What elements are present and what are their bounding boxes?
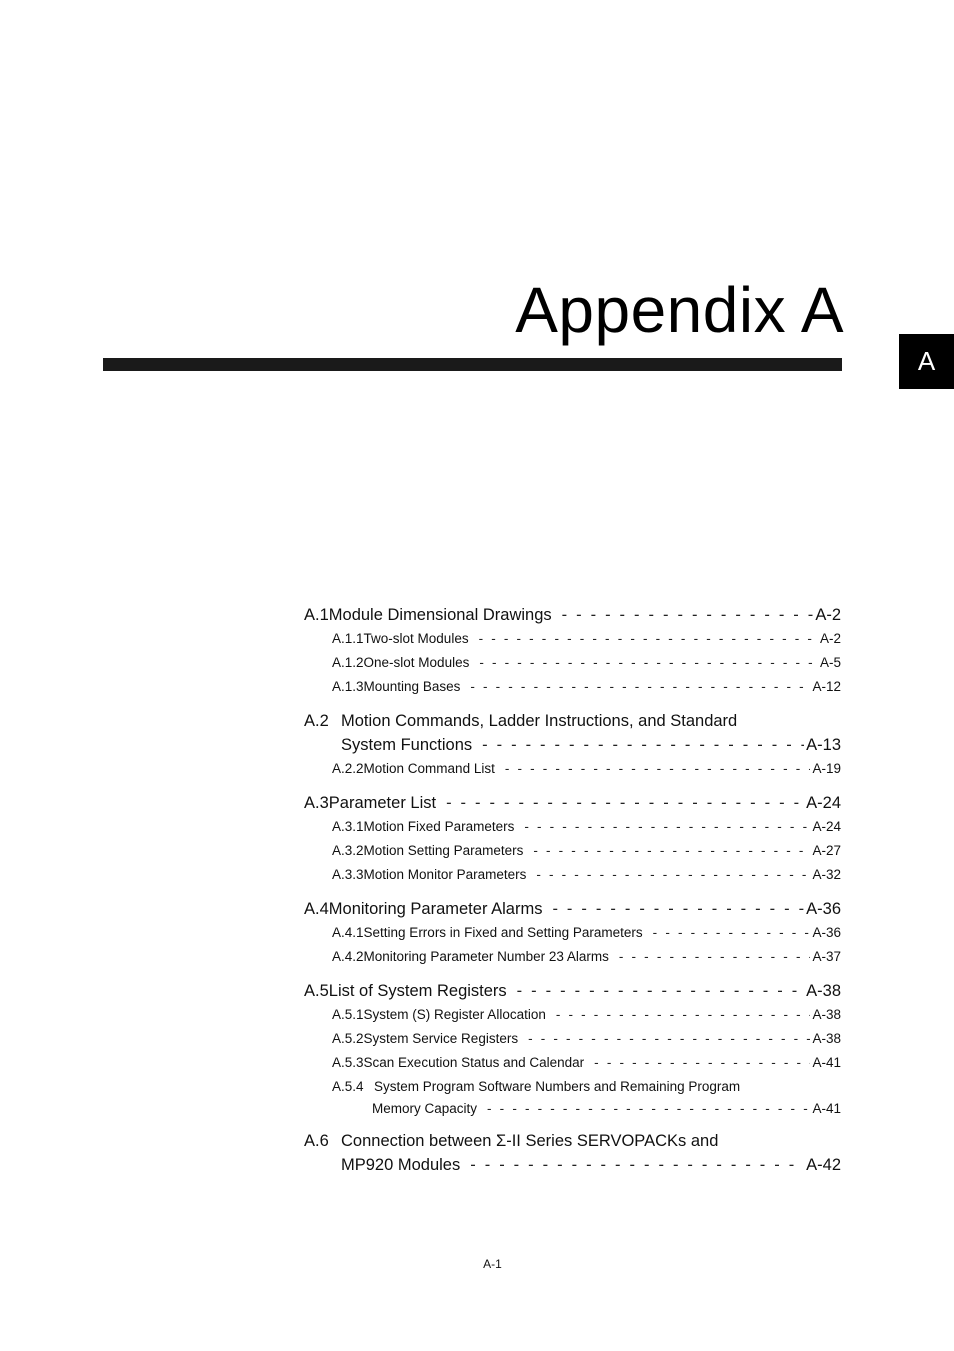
toc-number: A.5.2 <box>332 1031 364 1046</box>
dot-leader <box>562 603 814 627</box>
toc-number: A.1.3 <box>332 679 364 694</box>
toc-title: Module Dimensional Drawings <box>328 606 552 624</box>
toc-title: Monitoring Parameter Alarms <box>328 900 543 918</box>
toc-number: A.1 <box>304 606 329 624</box>
dot-leader <box>536 863 810 887</box>
toc-number: A.4.2 <box>332 949 364 964</box>
dot-leader <box>470 675 810 699</box>
toc-number: A.3.3 <box>332 867 364 882</box>
toc-title: Scan Execution Status and Calendar <box>363 1055 585 1070</box>
toc-page: A-32 <box>812 867 841 882</box>
toc-entry-a1-2[interactable] <box>304 651 841 675</box>
toc-page: A-38 <box>812 1031 841 1046</box>
toc-page: A-13 <box>806 736 841 754</box>
toc-page: A-38 <box>812 1007 841 1022</box>
toc-title-line1: System Program Software Numbers and Remaining Program <box>374 1079 741 1094</box>
toc-number: A.2.2 <box>332 761 364 776</box>
dot-leader <box>479 651 818 675</box>
dot-leader <box>533 839 810 863</box>
toc-page: A-41 <box>812 1101 841 1116</box>
dot-leader <box>505 757 811 781</box>
dot-leader <box>528 1027 810 1051</box>
toc-title-line2: MP920 Modules <box>341 1156 461 1174</box>
toc-page: A-2 <box>819 631 841 646</box>
toc-number: A.5 <box>304 982 329 1000</box>
dot-leader <box>479 627 818 651</box>
toc-title: System Service Registers <box>363 1031 519 1046</box>
toc-title-line2: System Functions <box>341 736 473 754</box>
toc-title-line2: Memory Capacity <box>372 1101 478 1116</box>
toc-entry-a3-3[interactable] <box>304 863 841 887</box>
dot-leader <box>482 733 804 757</box>
toc-entry-a1[interactable] <box>304 603 841 627</box>
toc-title-line1: Connection between Σ-II Series SERVOPACKs and <box>341 1132 719 1150</box>
toc-title: Motion Setting Parameters <box>363 843 524 858</box>
toc-page: A-36 <box>806 900 841 918</box>
toc-page: A-41 <box>812 1055 841 1070</box>
toc-number: A.5.1 <box>332 1007 364 1022</box>
chapter-tab: A <box>899 334 954 389</box>
toc-page: A-5 <box>819 655 841 670</box>
dot-leader <box>517 979 804 1003</box>
toc-number: A.5.3 <box>332 1055 364 1070</box>
toc-entry-a5[interactable] <box>304 979 841 1003</box>
toc-number: A.1.2 <box>332 655 364 670</box>
toc-entry-a5-3[interactable] <box>304 1051 841 1075</box>
toc-entry-a5-4[interactable] <box>304 1075 841 1119</box>
toc-number: A.4.1 <box>332 925 364 940</box>
toc-number: A.2 <box>304 712 329 730</box>
dot-leader <box>594 1051 810 1075</box>
toc-entry-a5-1[interactable] <box>304 1003 841 1027</box>
dot-leader <box>487 1099 810 1119</box>
toc-title: Motion Monitor Parameters <box>363 867 527 882</box>
toc-entry-a1-3[interactable] <box>304 675 841 699</box>
toc-page: A-37 <box>812 949 841 964</box>
dot-leader <box>653 921 811 945</box>
toc-title: One-slot Modules <box>363 655 470 670</box>
toc-page: A-27 <box>812 843 841 858</box>
toc-number: A.3.2 <box>332 843 364 858</box>
table-of-contents <box>304 603 841 1177</box>
toc-page: A-42 <box>806 1156 841 1174</box>
dot-leader <box>470 1153 804 1177</box>
toc-title: Mounting Bases <box>363 679 461 694</box>
dot-leader <box>556 1003 811 1027</box>
toc-number: A.6 <box>304 1132 329 1150</box>
toc-title: Two-slot Modules <box>363 631 469 646</box>
toc-page: A-19 <box>812 761 841 776</box>
dot-leader <box>552 897 804 921</box>
title-rule <box>103 358 842 371</box>
dot-leader <box>619 945 811 969</box>
toc-entry-a3-2[interactable] <box>304 839 841 863</box>
toc-entry-a4[interactable] <box>304 897 841 921</box>
toc-entry-a2[interactable] <box>304 709 841 757</box>
toc-title-line1: Motion Commands, Ladder Instructions, and Standard <box>341 712 738 730</box>
toc-entry-a2-2[interactable] <box>304 757 841 781</box>
dot-leader <box>446 791 804 815</box>
page-number: A-1 <box>483 1257 502 1271</box>
toc-entry-a6[interactable] <box>304 1129 841 1177</box>
toc-title: Monitoring Parameter Number 23 Alarms <box>363 949 609 964</box>
toc-title: Motion Fixed Parameters <box>363 819 515 834</box>
toc-title: List of System Registers <box>328 982 507 1000</box>
toc-page: A-24 <box>812 819 841 834</box>
toc-entry-a5-2[interactable] <box>304 1027 841 1051</box>
toc-page: A-12 <box>812 679 841 694</box>
toc-entry-a4-1[interactable] <box>304 921 841 945</box>
toc-entry-a3-1[interactable] <box>304 815 841 839</box>
dot-leader <box>524 815 810 839</box>
toc-entry-a4-2[interactable] <box>304 945 841 969</box>
toc-entry-a3[interactable] <box>304 791 841 815</box>
toc-title: System (S) Register Allocation <box>363 1007 546 1022</box>
page-title: Appendix A <box>515 274 844 346</box>
toc-number: A.3 <box>304 794 329 812</box>
toc-title: Setting Errors in Fixed and Setting Parameters <box>363 925 643 940</box>
toc-number: A.4 <box>304 900 329 918</box>
toc-page: A-24 <box>806 794 841 812</box>
toc-title: Parameter List <box>328 794 437 812</box>
toc-entry-a1-1[interactable] <box>304 627 841 651</box>
toc-number: A.3.1 <box>332 819 364 834</box>
toc-page: A-38 <box>806 982 841 1000</box>
toc-number: A.5.4 <box>332 1079 364 1094</box>
toc-number: A.1.1 <box>332 631 364 646</box>
toc-page: A-2 <box>815 606 841 624</box>
toc-title: Motion Command List <box>363 761 495 776</box>
toc-page: A-36 <box>812 925 841 940</box>
